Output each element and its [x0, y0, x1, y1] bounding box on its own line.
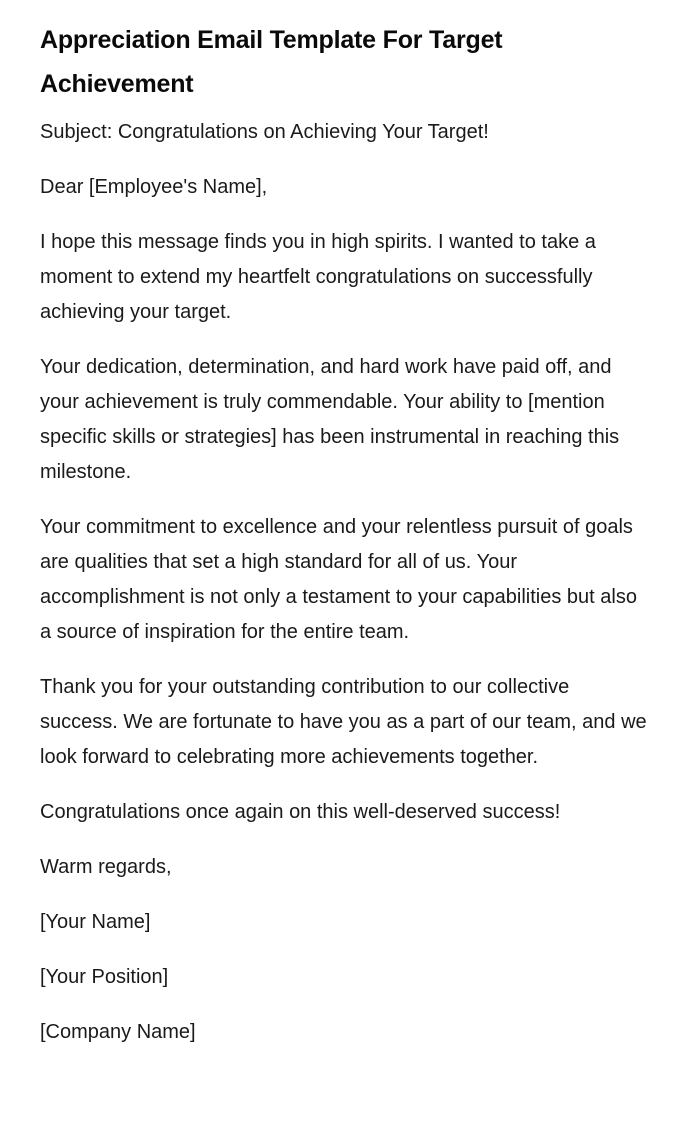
body-paragraph-2: Your dedication, determination, and hard work have paid off, and your achievement is truly commendable. Your ability to [mention specific skills or strategies] has been instrumental in reaching this milestone.: [40, 356, 620, 483]
body-paragraph-5: Congratulations once again on this well-deserved success!: [40, 801, 561, 823]
signature-name: [Your Name]: [40, 911, 151, 933]
email-closing: Warm regards,: [40, 856, 172, 878]
body-paragraph-3: Your commitment to excellence and your relentless pursuit of goals are qualities that set a high standard for all of us. Your accomplishment is not only a testament to your capabilities but also a source of inspiration for the entire team.: [40, 516, 637, 643]
body-paragraph-1: I hope this message finds you in high spirits. I wanted to take a moment to extend my heartfelt congratulations on successfully achieving your target.: [40, 231, 596, 323]
body-paragraph-4: Thank you for your outstanding contribution to our collective success. We are fortunate to have you as a part of our team, and we look forward to celebrating more achievements together.: [40, 676, 647, 768]
signature-company: [Company Name]: [40, 1021, 196, 1043]
email-greeting: Dear [Employee's Name],: [40, 176, 268, 198]
document-title: Appreciation Email Template For Target Achievement: [40, 26, 503, 98]
signature-position: [Your Position]: [40, 966, 169, 988]
email-subject: Subject: Congratulations on Achieving Your Target!: [40, 121, 489, 143]
email-template-document: [40, 18, 650, 1050]
